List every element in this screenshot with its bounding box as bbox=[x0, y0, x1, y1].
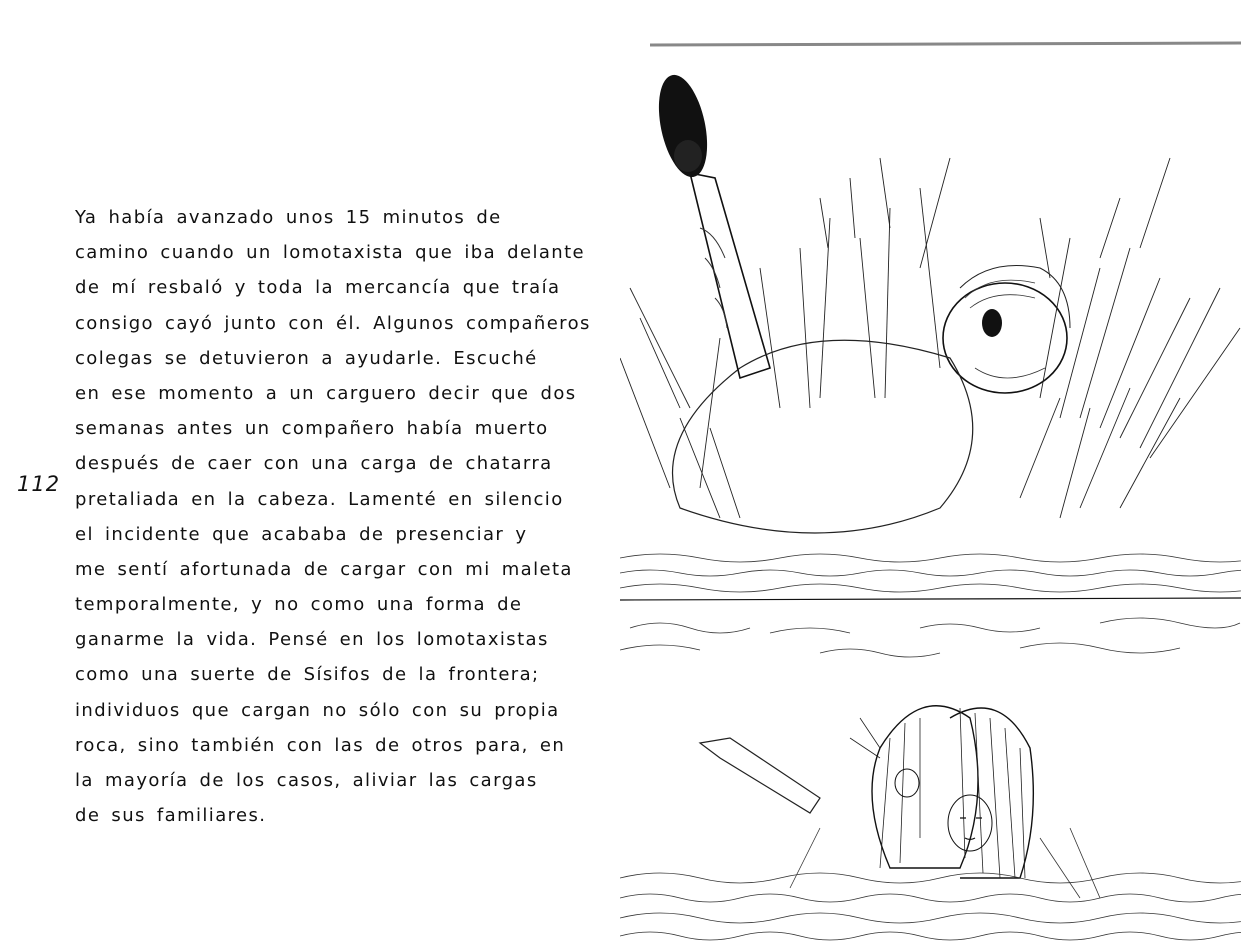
text-line: camino cuando un lomotaxista que iba delante bbox=[75, 242, 586, 264]
text-line: individuos que cargan no sólo con su propia bbox=[75, 699, 560, 721]
text-line: ganarme la vida. Pensé en los lomotaxistas bbox=[75, 629, 549, 651]
page-number: 112 bbox=[17, 472, 61, 496]
falling-person-illustration-icon bbox=[620, 38, 1241, 678]
text-line: de sus familiares. bbox=[75, 805, 267, 827]
body-paragraph bbox=[75, 200, 591, 833]
text-line: la mayoría de los casos, aliviar las cargas bbox=[75, 770, 538, 791]
text-line: colegas se detuvieron a ayudarle. Escuché bbox=[75, 347, 538, 369]
two-people-in-water-illustration-icon bbox=[620, 678, 1241, 945]
text-line: el incidente que acababa de presenciar y bbox=[75, 523, 528, 545]
text-line: Ya había avanzado unos 15 minutos de bbox=[75, 207, 502, 228]
text-line: pretaliada en la cabeza. Lamenté en silencio bbox=[75, 488, 564, 510]
text-line: después de caer con una carga de chatarra bbox=[75, 453, 553, 475]
text-line: temporalmente, y no como una forma de bbox=[75, 594, 523, 616]
illustration-panel bbox=[620, 38, 1241, 945]
text-line: me sentí afortunada de cargar con mi maleta bbox=[75, 558, 573, 580]
text-line: semanas antes un compañero había muerto bbox=[75, 418, 549, 440]
text-line: roca, sino también con las de otros para, en bbox=[75, 734, 566, 756]
text-line: consigo cayó junto con él. Algunos compañeros bbox=[75, 312, 591, 334]
text-line: en ese momento a un carguero decir que dos bbox=[75, 382, 577, 404]
text-line: como una suerte de Sísifos de la frontera; bbox=[75, 664, 540, 686]
text-line: de mí resbaló y toda la mercancía que traía bbox=[75, 277, 561, 299]
